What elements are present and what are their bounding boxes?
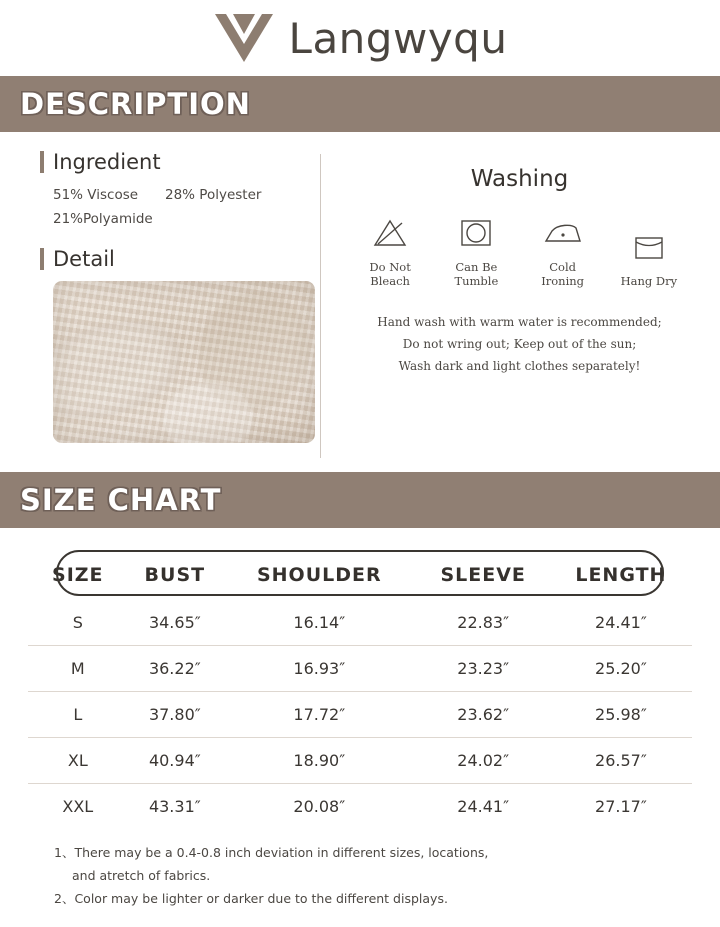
washing-note-1: Hand wash with warm water is recommended; bbox=[377, 314, 662, 329]
detail-label: Detail bbox=[53, 247, 115, 272]
washing-title: Washing bbox=[470, 166, 569, 192]
column-header-size: SIZE bbox=[52, 564, 104, 586]
wash-care-item bbox=[606, 226, 692, 288]
vertical-divider bbox=[320, 154, 321, 458]
size-chart-footnotes bbox=[0, 829, 720, 909]
wash-caption-line1: Hang Dry bbox=[620, 274, 678, 289]
cell-bust: 37.80″ bbox=[128, 692, 222, 738]
column-header-shoulder: SHOULDER bbox=[256, 564, 382, 586]
size-chart-table-wrap bbox=[0, 528, 720, 829]
size-chart-banner bbox=[0, 472, 720, 528]
cell-size: S bbox=[28, 600, 128, 646]
table-row bbox=[28, 784, 692, 830]
cell-length: 25.20″ bbox=[550, 646, 692, 692]
ingredient-list bbox=[53, 184, 312, 231]
accent-bar-icon bbox=[40, 151, 44, 173]
cell-length: 25.98″ bbox=[550, 692, 692, 738]
washing-note-3: Wash dark and light clothes separately! bbox=[398, 359, 641, 374]
wash-care-caption bbox=[606, 274, 692, 288]
accent-bar-icon bbox=[40, 248, 44, 270]
knit-texture-shape bbox=[163, 383, 253, 443]
wash-care-item bbox=[347, 212, 433, 289]
table-header-row bbox=[28, 550, 692, 600]
footnote-2: 2、Color may be lighter or darker due to the different displays. bbox=[54, 891, 448, 906]
wash-care-item bbox=[520, 212, 606, 289]
washing-icon-row bbox=[341, 212, 698, 289]
cell-size: XXL bbox=[62, 797, 94, 816]
ingredient-item-3: 21%Polyamide bbox=[53, 210, 153, 227]
washing-section bbox=[341, 150, 698, 462]
cell-length: 27.17″ bbox=[595, 797, 647, 816]
cell-size: M bbox=[28, 646, 128, 692]
cell-size: L bbox=[28, 692, 128, 738]
column-header-length: LENGTH bbox=[575, 564, 667, 586]
wash-care-item bbox=[433, 212, 519, 289]
wash-caption-line2: Bleach bbox=[370, 274, 410, 289]
cell-shoulder: 16.93″ bbox=[222, 646, 416, 692]
cell-bust: 43.31″ bbox=[148, 797, 201, 816]
cell-bust: 40.94″ bbox=[128, 738, 222, 784]
cell-sleeve: 24.41″ bbox=[457, 797, 510, 816]
size-chart-banner-label: SIZE CHART bbox=[20, 483, 222, 517]
ingredient-heading bbox=[40, 150, 312, 174]
description-left-column bbox=[22, 150, 312, 462]
table-row bbox=[28, 738, 692, 784]
cold-iron-icon bbox=[520, 212, 606, 254]
washing-note-2: Do not wring out; Keep out of the sun; bbox=[402, 336, 637, 351]
cell-size: XL bbox=[28, 738, 128, 784]
wash-caption-line2: Tumble bbox=[454, 274, 499, 289]
tumble-dry-icon bbox=[433, 212, 519, 254]
cell-sleeve: 24.02″ bbox=[417, 738, 550, 784]
cell-sleeve: 23.62″ bbox=[417, 692, 550, 738]
cell-shoulder: 20.08″ bbox=[293, 797, 346, 816]
v-monogram-logo-icon bbox=[213, 12, 275, 64]
cell-bust: 36.22″ bbox=[128, 646, 222, 692]
brand-header bbox=[0, 0, 720, 76]
ingredient-item-2: 28% Polyester bbox=[165, 187, 262, 203]
brand-name: Langwyqu bbox=[288, 13, 508, 63]
wash-caption-line2: Ironing bbox=[541, 274, 585, 289]
cell-length: 24.41″ bbox=[550, 600, 692, 646]
wash-caption-line1: Do Not bbox=[369, 260, 411, 274]
cell-bust: 34.65″ bbox=[128, 600, 222, 646]
ingredient-item-1: 51% Viscose bbox=[53, 187, 139, 203]
table-row bbox=[28, 646, 692, 692]
cell-sleeve: 22.83″ bbox=[417, 600, 550, 646]
table-row bbox=[28, 600, 692, 646]
footnote-1-cont: and atretch of fabrics. bbox=[72, 868, 211, 883]
ingredient-label: Ingredient bbox=[53, 150, 161, 174]
description-banner bbox=[0, 76, 720, 132]
description-banner-label: DESCRIPTION bbox=[20, 87, 251, 121]
column-header-sleeve: SLEEVE bbox=[440, 564, 526, 586]
cell-sleeve: 23.23″ bbox=[417, 646, 550, 692]
footnote-1: 1、There may be a 0.4-0.8 inch deviation in different sizes, locations, bbox=[54, 845, 489, 860]
do-not-bleach-icon bbox=[347, 212, 433, 254]
cell-length: 26.57″ bbox=[550, 738, 692, 784]
wash-care-caption bbox=[433, 260, 519, 289]
wash-caption-line1: Cold bbox=[549, 260, 576, 274]
size-chart-table bbox=[28, 550, 692, 829]
detail-heading bbox=[40, 247, 312, 271]
table-row bbox=[28, 692, 692, 738]
wash-caption-line1: Can Be bbox=[455, 260, 498, 274]
cell-shoulder: 17.72″ bbox=[222, 692, 416, 738]
column-header-bust: BUST bbox=[144, 564, 206, 586]
description-body bbox=[0, 132, 720, 472]
wash-care-caption bbox=[520, 260, 606, 289]
cell-shoulder: 18.90″ bbox=[222, 738, 416, 784]
wash-care-caption bbox=[347, 260, 433, 289]
size-chart-header-wrap bbox=[28, 550, 692, 829]
hang-dry-icon bbox=[606, 226, 692, 268]
cell-shoulder: 16.14″ bbox=[222, 600, 416, 646]
fabric-swatch-image bbox=[53, 281, 315, 443]
washing-notes bbox=[341, 311, 698, 378]
